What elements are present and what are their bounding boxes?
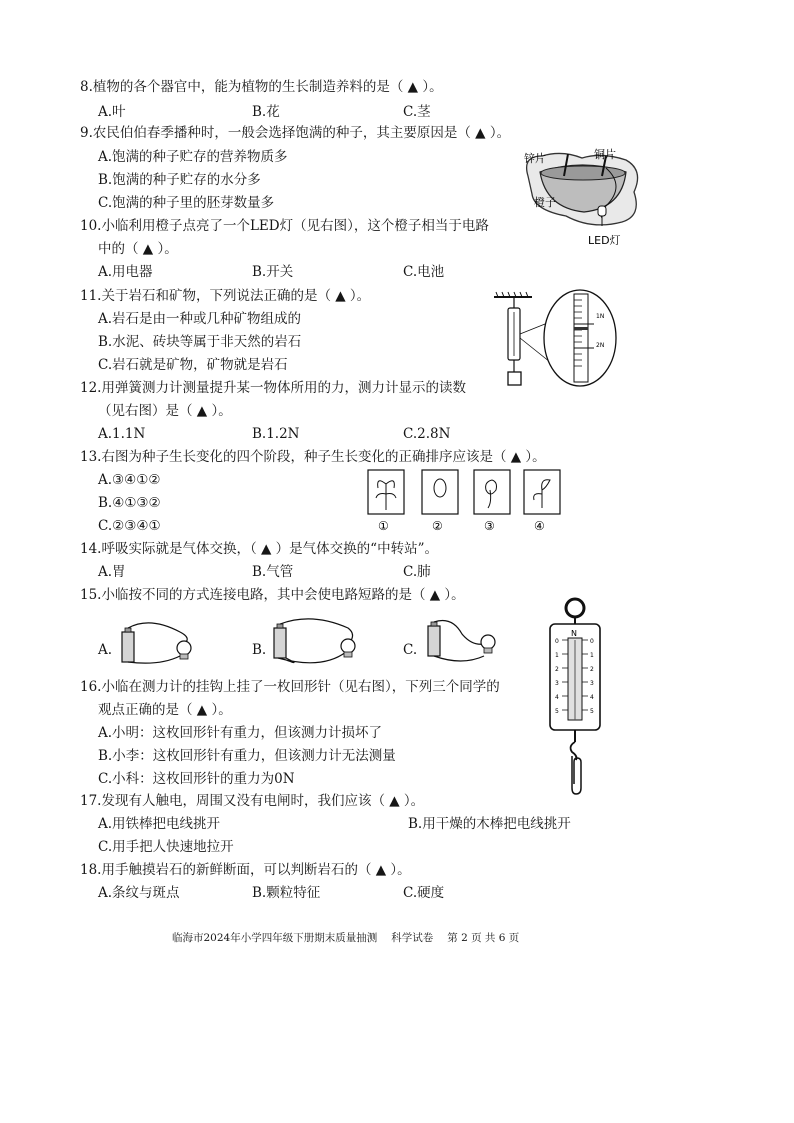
- copper-label: 铜片: [594, 148, 616, 161]
- question-12-stem-line1: 12.用弹簧测力计测量提升某一物体所用的力，测力计显示的读数: [80, 380, 466, 396]
- page-footer: [172, 930, 533, 945]
- question-16-option-c: C.小科：这枚回形针的重力为0N: [98, 771, 295, 787]
- meter-tick-3-right: 3: [590, 680, 594, 687]
- question-13-option-c: C.②③④①: [98, 518, 161, 534]
- question-13-stem: 13.右图为种子生长变化的四个阶段，种子生长变化的正确排序应该是（ ▲ ）。: [80, 449, 546, 465]
- question-15-option-c: C.: [403, 642, 418, 658]
- question-10-option-a: A.用电器: [98, 264, 153, 280]
- question-10-stem-line2: 中的（ ▲ ）。: [98, 241, 178, 257]
- meter-tick-1: 1: [555, 652, 559, 659]
- question-12-option-a: A.1.1N: [98, 426, 146, 442]
- meter-tick-5: 5: [555, 708, 559, 715]
- question-18-option-a: A.条纹与斑点: [98, 885, 180, 901]
- seed-growth-figure: [366, 468, 566, 532]
- question-18-stem: 18.用手触摸岩石的新鲜断面，可以判断岩石的（ ▲ ）。: [80, 862, 411, 878]
- seed-label-3: ③: [484, 519, 495, 532]
- question-15-stem: 15.小临按不同的方式连接电路，其中会使电路短路的是（ ▲ ）。: [80, 587, 465, 603]
- spring-scale-figure: [490, 286, 622, 394]
- question-9-option-b: B.饱满的种子贮存的水分多: [98, 172, 261, 188]
- question-8-stem: 8.植物的各个器官中，能为植物的生长制造养料的是（ ▲ ）。: [80, 79, 443, 95]
- scale-mark-2n: 2N: [596, 342, 605, 349]
- question-12-option-c: C.2.8N: [403, 426, 451, 442]
- question-18-option-c: C.硬度: [403, 885, 445, 901]
- seed-label-1: ①: [378, 519, 389, 532]
- question-9-option-a: A.饱满的种子贮存的营养物质多: [98, 149, 288, 165]
- meter-tick-2: 2: [555, 666, 559, 673]
- question-15-option-a: A.: [98, 642, 113, 658]
- question-11-option-c: C.岩石就是矿物，矿物就是岩石: [98, 357, 288, 373]
- force-meter-figure: [538, 596, 612, 798]
- meter-tick-5-right: 5: [590, 708, 594, 715]
- question-16-option-a: A.小明：这枚回形针有重力，但该测力计损坏了: [98, 725, 383, 741]
- seed-label-4: ④: [534, 519, 545, 532]
- question-15-option-b: B.: [252, 642, 267, 658]
- circuit-b-figure: [272, 616, 362, 668]
- led-label: LED灯: [588, 234, 621, 247]
- question-18-option-b: B.颗粒特征: [252, 885, 321, 901]
- question-8-option-a: A.叶: [98, 104, 126, 120]
- question-9-option-c: C.饱满的种子里的胚芽数量多: [98, 195, 275, 211]
- question-13-option-a: A.③④①②: [98, 472, 161, 488]
- question-17-stem: 17.发现有人触电，周围又没有电闸时，我们应该（ ▲ ）。: [80, 793, 425, 809]
- question-17-option-c: C.用手把人快速地拉开: [98, 839, 234, 855]
- meter-tick-3: 3: [555, 680, 559, 687]
- question-16-option-b: B.小李：这枚回形针有重力，但该测力计无法测量: [98, 748, 396, 764]
- question-10-option-b: B.开关: [252, 264, 294, 280]
- footer-page-number: 第 2 页 共 6 页: [447, 932, 520, 944]
- meter-tick-4: 4: [555, 694, 559, 701]
- question-14-option-c: C.肺: [403, 564, 431, 580]
- footer-subject: 科学试卷: [391, 932, 434, 944]
- question-9-stem: 9.农民伯伯春季播种时，一般会选择饱满的种子，其主要原因是（ ▲ ）。: [80, 125, 511, 141]
- question-11-option-b: B.水泥、砖块等属于非天然的岩石: [98, 334, 302, 350]
- meter-tick-0-right: 0: [590, 638, 594, 645]
- question-12-stem-line2: （见右图）是（ ▲ ）。: [98, 403, 232, 419]
- question-13-option-b: B.④①③②: [98, 495, 161, 511]
- circuit-c-figure: [422, 616, 502, 668]
- orange-battery-figure: [522, 146, 646, 250]
- question-8-option-b: B.花: [252, 104, 280, 120]
- question-8-option-c: C.茎: [403, 104, 431, 120]
- footer-exam-title: 临海市2024年小学四年级下册期末质量抽测: [172, 932, 378, 944]
- question-17-option-b: B.用干燥的木棒把电线挑开: [408, 816, 571, 832]
- circuit-a-figure: [120, 622, 204, 668]
- question-14-option-b: B.气管: [252, 564, 294, 580]
- question-16-stem-line2: 观点正确的是（ ▲ ）。: [98, 702, 232, 718]
- meter-unit: N: [571, 629, 577, 638]
- meter-tick-0: 0: [555, 638, 559, 645]
- question-14-stem: 14.呼吸实际就是气体交换，（ ▲ ）是气体交换的“中转站”。: [80, 541, 438, 557]
- meter-tick-4-right: 4: [590, 694, 594, 701]
- question-16-stem-line1: 16.小临在测力计的挂钩上挂了一枚回形针（见右图），下列三个同学的: [80, 679, 500, 695]
- zinc-label: 锌片: [524, 152, 546, 165]
- question-11-option-a: A.岩石是由一种或几种矿物组成的: [98, 311, 302, 327]
- question-17-option-a: A.用铁棒把电线挑开: [98, 816, 221, 832]
- question-10-stem-line1: 10.小临利用橙子点亮了一个LED灯（见右图），这个橙子相当于电路: [80, 218, 489, 234]
- orange-label: 橙子: [534, 196, 556, 209]
- question-12-option-b: B.1.2N: [252, 426, 300, 442]
- question-14-option-a: A.胃: [98, 564, 126, 580]
- meter-tick-1-right: 1: [590, 652, 594, 659]
- scale-mark-1n: 1N: [596, 313, 605, 320]
- question-10-option-c: C.电池: [403, 264, 445, 280]
- question-11-stem: 11.关于岩石和矿物，下列说法正确的是（ ▲ ）。: [80, 288, 371, 304]
- meter-tick-2-right: 2: [590, 666, 594, 673]
- seed-label-2: ②: [432, 519, 443, 532]
